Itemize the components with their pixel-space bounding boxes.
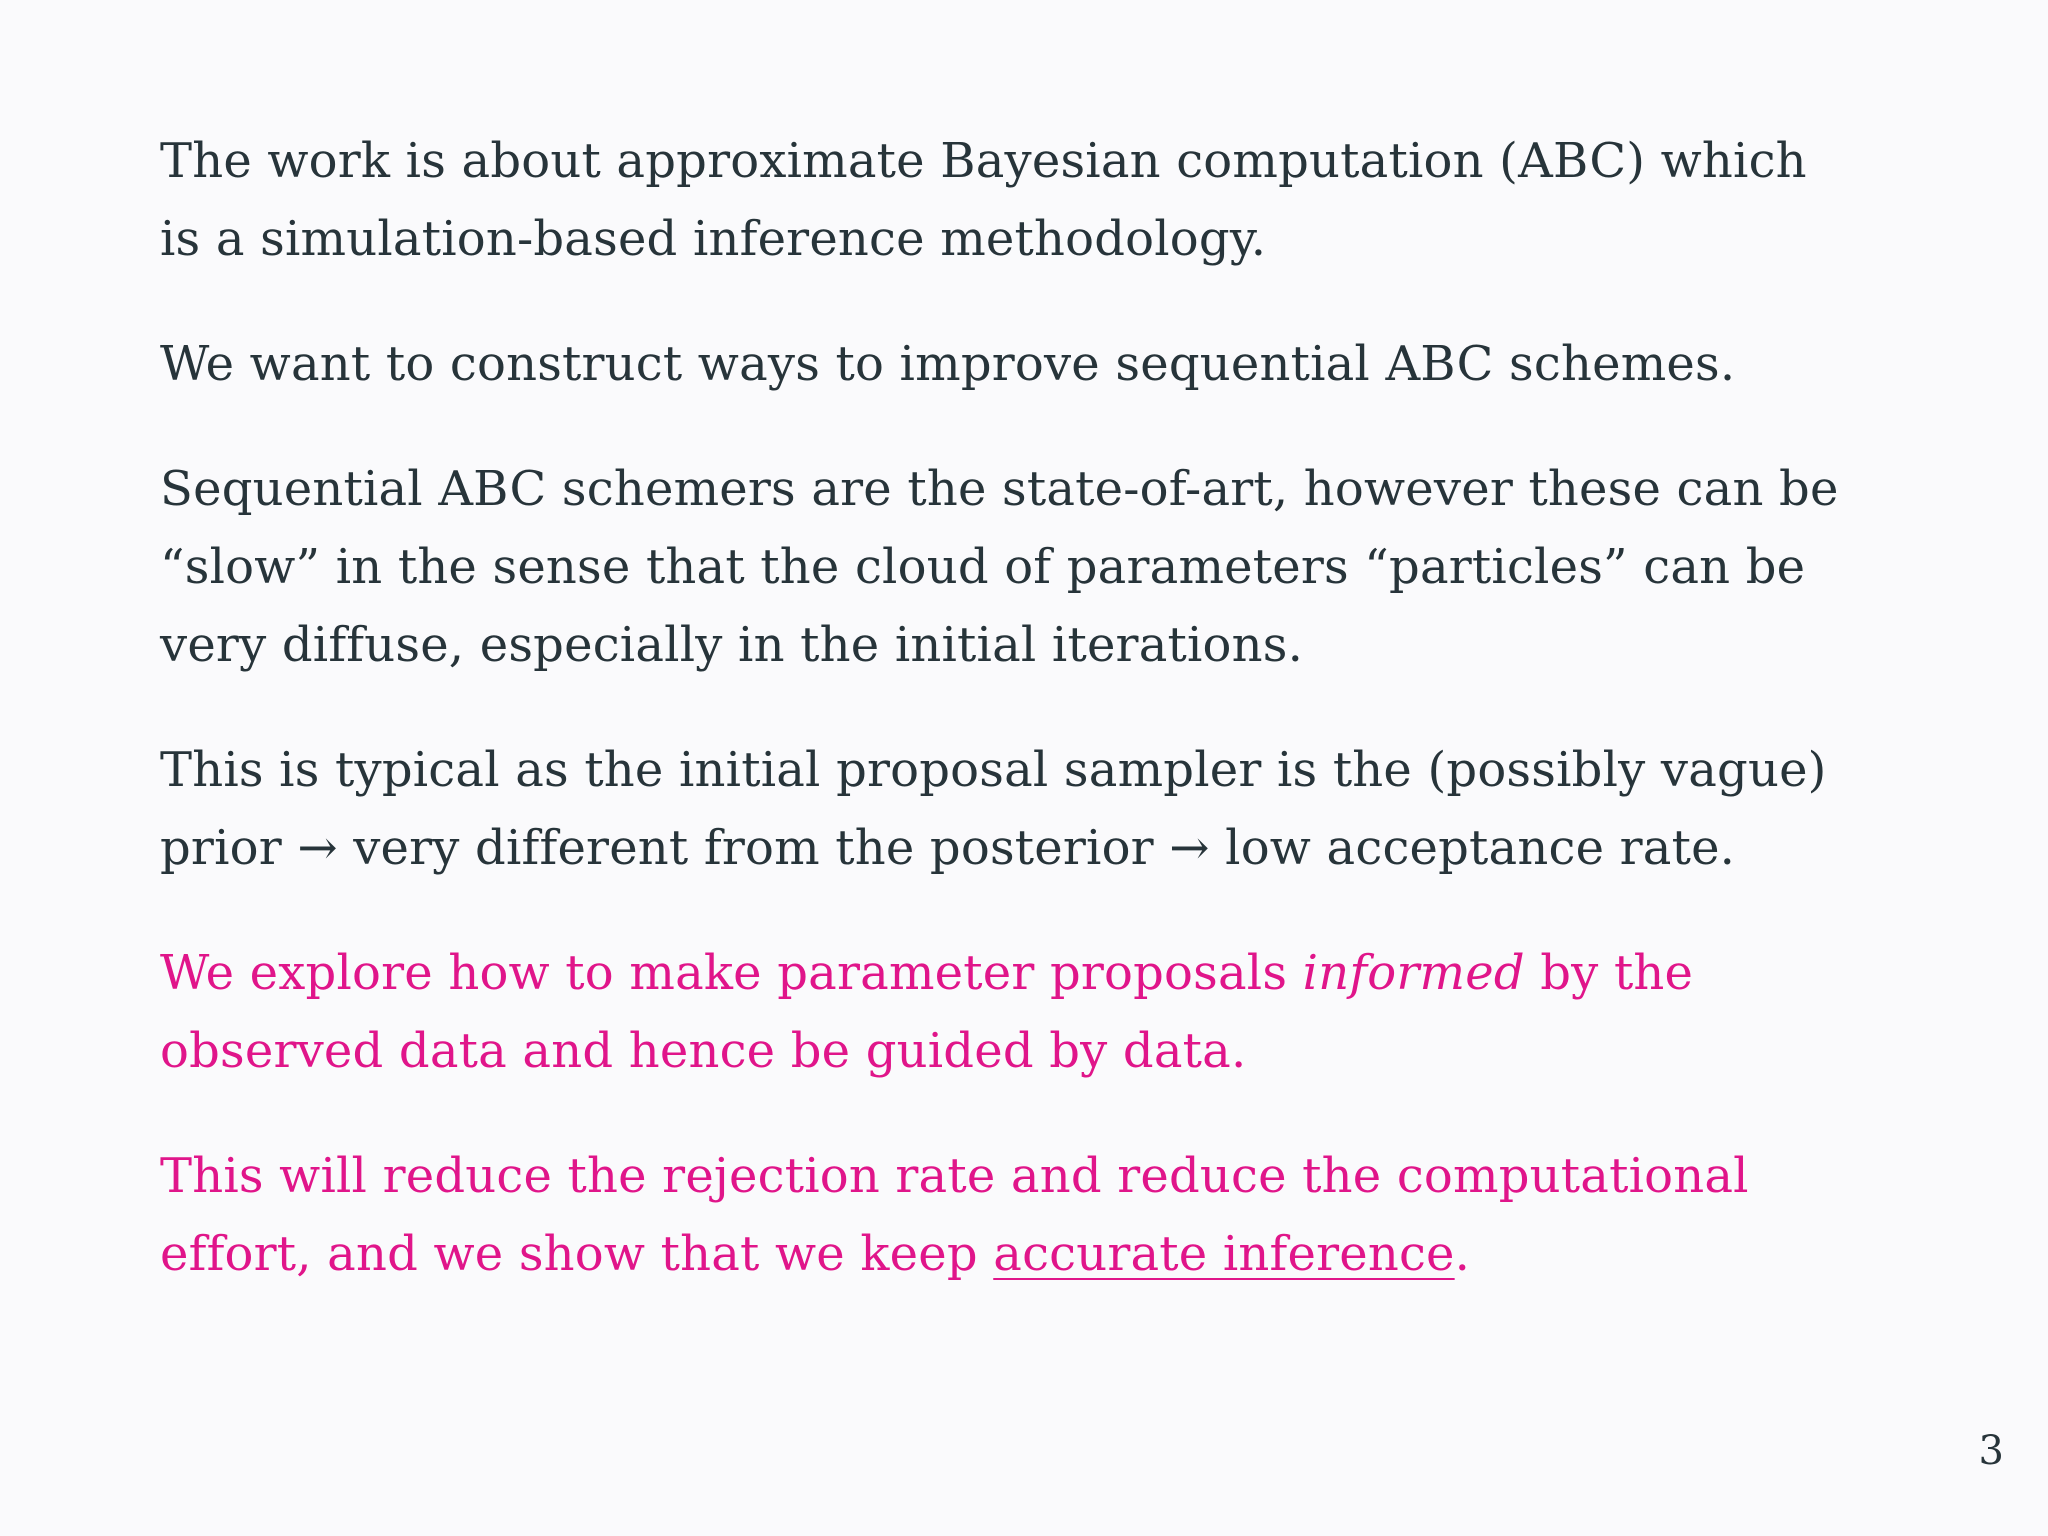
- text-line: [160, 934, 1880, 1012]
- text-segment: by the: [1524, 945, 1694, 1001]
- text-line: This will reduce the rejection rate and reduce the computational: [160, 1148, 1749, 1204]
- text-line: prior → very different from the posterior → low acceptance rate.: [160, 820, 1736, 876]
- page-number: 3: [1978, 1428, 2004, 1474]
- text-line: observed data and hence be guided by data.: [160, 1023, 1247, 1079]
- paragraph-informed-proposals: [160, 934, 1880, 1090]
- paragraph-reduce-effort: [160, 1137, 1880, 1293]
- paragraph-abc-intro: [160, 122, 1880, 278]
- emphasis-informed: informed: [1302, 945, 1525, 1001]
- text-segment: .: [1454, 1226, 1471, 1282]
- slide-body: [160, 122, 1880, 1340]
- paragraph-sequential-abc: [160, 450, 1880, 684]
- text-segment: We explore how to make parameter proposals: [160, 945, 1303, 1001]
- text-line: Sequential ABC schemers are the state-of-art, however these can be: [160, 461, 1839, 517]
- text-line: We want to construct ways to improve sequential ABC schemes.: [160, 336, 1736, 392]
- text-segment: effort, and we show that we keep: [160, 1226, 994, 1282]
- text-line: [160, 1215, 1880, 1293]
- text-line: The work is about approximate Bayesian computation (ABC) which: [160, 133, 1807, 189]
- text-line: is a simulation-based inference methodology.: [160, 211, 1267, 267]
- accurate-inference-link[interactable]: accurate inference: [993, 1226, 1455, 1282]
- text-line: very diffuse, especially in the initial iterations.: [160, 617, 1304, 673]
- text-line: This is typical as the initial proposal sampler is the (possibly vague): [160, 742, 1827, 798]
- text-line: “slow” in the sense that the cloud of parameters “particles” can be: [160, 539, 1806, 595]
- paragraph-goal: [160, 325, 1880, 403]
- paragraph-prior-issue: [160, 731, 1880, 887]
